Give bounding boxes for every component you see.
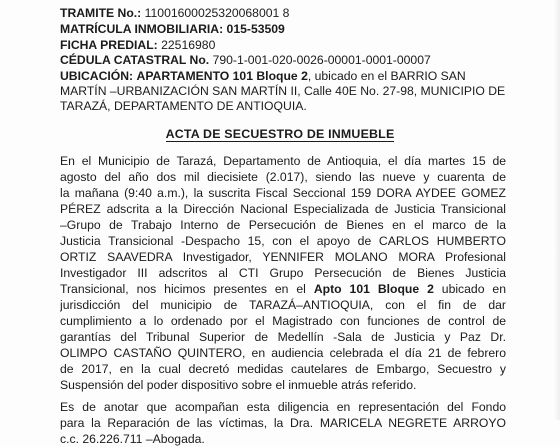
ubicacion-rest: , ubicado en el BARRIO SAN MARTÍN –URBANIZACIÓN SAN MARTÍN II, Calle 40E No. 27-98, MUNICIPIO DE TARAZÁ, DEPARTAMENTO DE ANTIOQUIA. [60, 69, 506, 113]
p1-line: Justicia Transicional -Despacho 15, con el apoyo de CARLOS HUMBERTO [60, 234, 506, 248]
p1-line: agosto del año dos mil diecisiete (2.017), siendo las nueve y cuarenta de [60, 170, 506, 184]
cedula-label: CÉDULA CATASTRAL No. [60, 53, 210, 67]
tramite-value: 11001600025320068001 8 [144, 6, 290, 20]
ubicacion-block [60, 69, 506, 114]
ficha-value: 22516980 [161, 38, 216, 52]
p1-line-start: Transicional, nos hicimos presentes en el [60, 282, 314, 296]
ubicacion-bold: APARTAMENTO 101 Bloque 2 [136, 69, 308, 83]
p1-bold-apto: Apto 101 Bloque 2 [313, 282, 434, 296]
p1-line: ORTIZ SAAVEDRA Investigador, YENNIFER MOLANO MORA Profesional [60, 250, 506, 264]
ficha-line [60, 38, 215, 52]
matricula-line [60, 22, 285, 36]
cedula-value: 790-1-001-020-0026-00001-0001-00007 [212, 53, 431, 67]
p2-line: c.c. 26.226.711 –Abogada. [60, 432, 205, 446]
p1-line: PÉREZ adscrita a la Dirección Nacional Especializada de Justicia Transicional [60, 202, 506, 216]
p2-line: para la Reparación de las víctimas, la Dra. MARICELA NEGRETE ARROYO [60, 416, 506, 430]
p1-line: OLIMPO CASTAÑO QUINTERO, en audiencia celebrada el día 21 de febrero [60, 346, 506, 360]
p1-line: Suspensión del poder dispositivo sobre el inmueble atrás referido. [60, 378, 417, 392]
p1-line: la mañana (9:40 a.m.), la suscrita Fiscal Seccional 159 DORA AYDEE GOMEZ [60, 186, 506, 200]
p1-line-end: ubicado en [433, 282, 506, 296]
p1-line: cumplimiento a lo ordenado por el Magistrado con funciones de control de [60, 314, 506, 328]
matricula-label: MATRÍCULA INMOBILIARIA: [60, 22, 224, 36]
ubicacion-label: UBICACIÓN: [60, 69, 134, 83]
p1-line: de 2017, en la cual decretó medidas cautelares de Embargo, Secuestro y [60, 362, 506, 376]
p2-line: Es de anotar que acompañan esta diligencia en representación del Fondo [60, 400, 506, 414]
document-title [0, 127, 560, 141]
scan-edge-shadow [554, 0, 560, 420]
tramite-line [60, 6, 289, 20]
tramite-label: TRAMITE No.: [60, 6, 142, 20]
document-title-text: ACTA DE SECUESTRO DE INMUEBLE [165, 127, 395, 141]
p1-line: jurisdicción del municipio de TARAZÁ–ANTIOQUIA, con el fin de dar [60, 298, 506, 312]
p1-line: garantías del Tribunal Superior de Medellín -Sala de Justicia y Paz Dr. [60, 330, 506, 344]
ficha-label: FICHA PREDIAL: [60, 38, 158, 52]
p1-line: –Grupo de Trabajo Interno de Persecución de Bienes en el marco de la [60, 218, 506, 232]
matricula-value: 015-53509 [226, 22, 285, 36]
p1-line-with-bold [60, 282, 506, 297]
p1-line: Investigador III adscritos al CTI Grupo Persecución de Bienes Justicia [60, 266, 506, 280]
cedula-line [60, 53, 431, 67]
p1-line: En el Municipio de Tarazá, Departamento de Antioquia, el día martes 15 de [60, 154, 506, 168]
